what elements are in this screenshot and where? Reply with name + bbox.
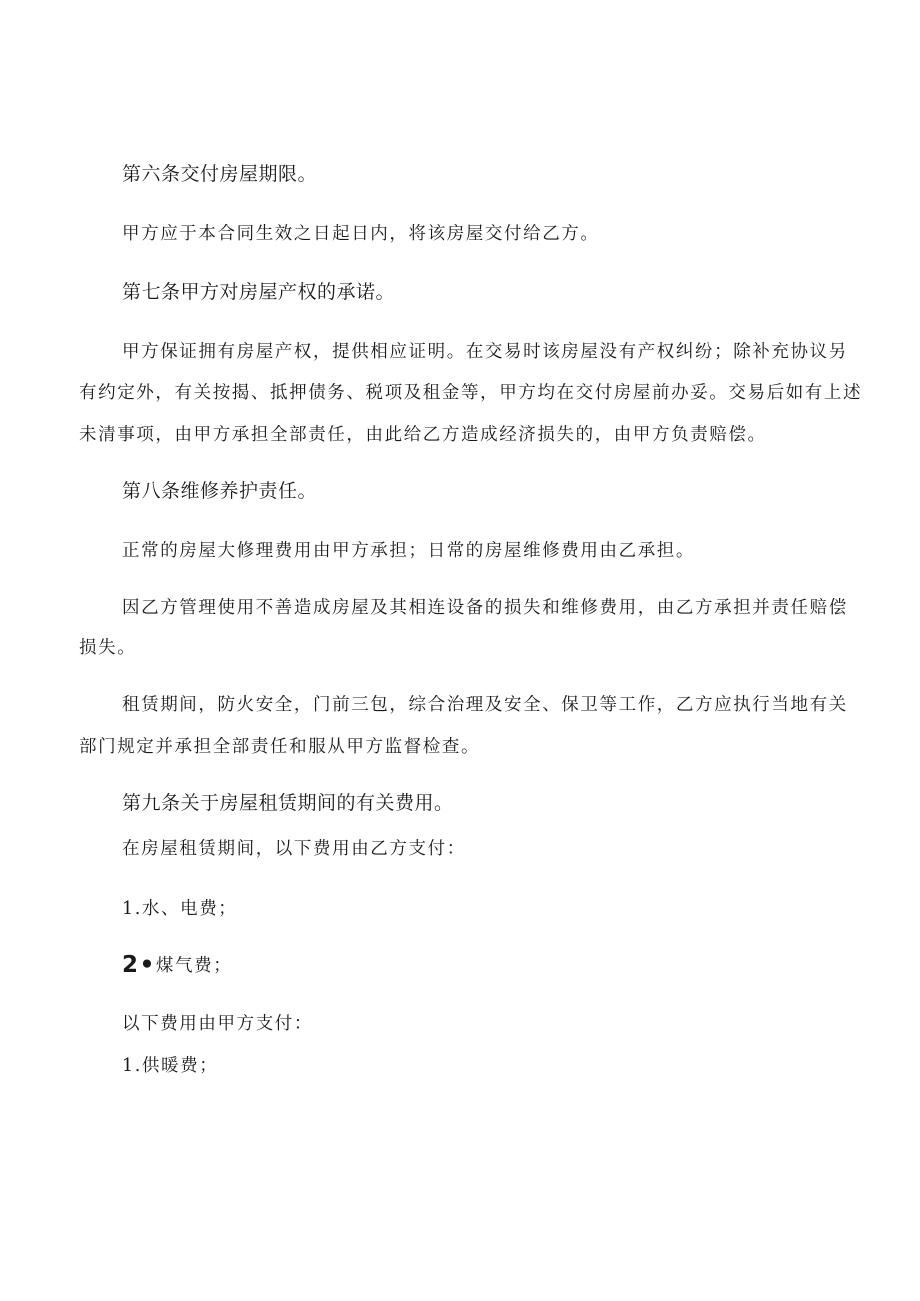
- article-8-para-1: 正常的房屋大修理费用由甲方承担；日常的房屋维修费用由乙承担。: [122, 541, 695, 561]
- landlord-item-1-number: 1.: [122, 1056, 142, 1076]
- article-9-heading: 第九条关于房屋租赁期间的有关费用。: [122, 792, 454, 814]
- tenant-item-1-number: 1.: [122, 899, 142, 919]
- landlord-item-1-text: 供暖费；: [141, 1056, 219, 1076]
- article-8-para-3-line-2: 部门规定并承担全部责任和服从甲方监督检查。: [79, 737, 481, 757]
- article-8-para-3-line-1: 租赁期间，防火安全，门前三包，综合治理及安全、保卫等工作，乙方应执行当地有关: [122, 695, 848, 715]
- landlord-intro: 以下费用由甲方支付：: [122, 1014, 313, 1034]
- article-8-para-2-line-1: 因乙方管理使用不善造成房屋及其相连设备的损失和维修费用，由乙方承担并责任赔偿: [122, 598, 848, 618]
- article-9-intro: 在房屋租赁期间，以下费用由乙方支付：: [122, 839, 466, 859]
- tenant-item-1: [122, 898, 237, 920]
- article-6-heading: 第六条交付房屋期限。: [122, 163, 318, 185]
- article-8-heading: 第八条维修养护责任。: [122, 480, 318, 502]
- tenant-item-1-text: 水、电费；: [141, 899, 238, 919]
- tenant-item-2-number: 2•: [122, 952, 156, 978]
- article-6-body: 甲方应于本合同生效之日起日内，将该房屋交付给乙方。: [122, 224, 600, 244]
- article-7-heading: 第七条甲方对房屋产权的承诺。: [122, 281, 396, 303]
- article-8-para-2-line-2: 损失。: [79, 638, 137, 658]
- landlord-item-1: [122, 1055, 218, 1077]
- tenant-item-2-text: 煤气费；: [155, 956, 233, 976]
- article-7-body-line-2: 有约定外，有关按揭、抵押债务、税项及租金等，甲方均在交付房屋前办妥。交易后如有上述: [79, 383, 863, 403]
- article-7-body-line-1: 甲方保证拥有房屋产权，提供相应证明。在交易时该房屋没有产权纠纷；除补充协议另: [122, 342, 848, 362]
- tenant-item-2: [122, 954, 232, 977]
- article-7-body-line-3: 未清事项，由甲方承担全部责任，由此给乙方造成经济损失的，由甲方负责赔偿。: [79, 425, 767, 445]
